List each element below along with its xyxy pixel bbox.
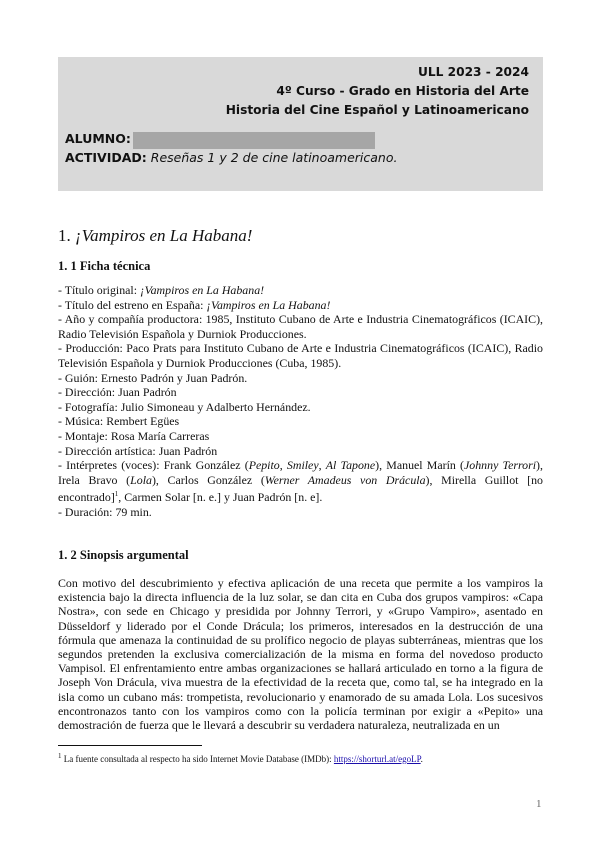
text: ), Manuel Marín ( <box>375 458 465 473</box>
ficha-titulo-espana <box>58 298 543 313</box>
ficha-value: ¡Vampiros en La Habana! <box>206 297 331 312</box>
footnote <box>58 752 423 764</box>
ficha-tecnica <box>58 283 543 519</box>
actividad-label: ACTIVIDAD: <box>65 150 147 165</box>
footnote-text: La fuente consultada al respecto ha sido Internet Movie Database (IMDb): <box>61 754 334 764</box>
footnote-end: . <box>420 754 423 764</box>
text: ), Irela Bravo ( <box>58 458 543 487</box>
sinopsis-paragraph: Con motivo del descubrimiento y efectiva aplicación de una receta que permite a los vampiros la existencia bajo la directa influencia de la luz solar, se dan cita en Cuba dos grupos vampiros: «Capa Nostra», con sede en Chicago y presidida por Johnny Terrori, y «Grupo Vampiro», asentado en Düsseldorf y liderado por el Conde Drácula; los primeros, interesados en la destrucción de una fórmula que amenaza la continuidad de su prolífico negocio de playas subterráneas, mientras que los segundos pretenden la exclusiva comercialización de la misma en forma del novedoso producto Vampisol. El enfrentamiento entre ambas organizaciones se hallará articulado en torno a la figura de Joseph Von Drácula, viva muestra de la efectividad de la receta que, como tal, se ha integrado en la isla como un cubano más: trompetista, revolucionario y enamorado de su amada Lola. Los sucesivos encontronazos tanto con los vampiros como con la policía terminan por exigir a «Pepito» una demostración de fuerza que le llevará a descubrir su verdadera naturaleza, neutralizada en un <box>58 576 543 733</box>
sinopsis-heading: 1. 2 Sinopsis argumental <box>58 548 189 562</box>
ficha-musica: - Música: Rembert Egües <box>58 414 180 429</box>
ficha-guion: - Guión: Ernesto Padrón y Juan Padrón. <box>58 370 248 385</box>
page-number: 1 <box>536 798 542 810</box>
ficha-titulo-original <box>58 283 543 298</box>
ficha-duracion: - Duración: 79 min. <box>58 504 152 519</box>
ficha-heading: 1. 1 Ficha técnica <box>58 259 151 273</box>
text: ), Mirella Guillot [no encontrado] <box>58 472 543 505</box>
ficha-produccion: - Producción: Paco Prats para Instituto Cubano de Arte e Industria Cinematográficos (ICAIC), Radio Televisión Española y Durniok Producciones (Cuba, 1985). <box>58 341 543 370</box>
ficha-value: ¡Vampiros en La Habana! <box>140 283 265 297</box>
character-name: Johnny Terrori <box>464 458 537 473</box>
header-box <box>58 57 543 191</box>
character-name: Pepito <box>248 458 280 473</box>
character-name: Al Tapone <box>325 458 376 473</box>
ficha-montaje: - Montaje: Rosa María Carreras <box>58 428 210 443</box>
ficha-label: - Título del estreno en España: <box>58 297 207 312</box>
character-name: Smiley <box>286 458 319 473</box>
alumno-label: ALUMNO: <box>65 131 131 146</box>
text: , Carmen Solar [n. e.] y Juan Padrón [n. e]. <box>118 490 323 505</box>
section-1-title <box>58 226 252 246</box>
section-1-film-title: ¡Vampiros en La Habana! <box>75 226 253 245</box>
footnote-number: 1 <box>58 752 62 760</box>
redacted-student-name <box>133 132 375 149</box>
header-degree: 4º Curso - Grado en Historia del Arte <box>276 84 529 98</box>
ficha-label: - Título original: <box>58 283 141 297</box>
footnote-link[interactable]: https://shorturl.at/egoLP <box>333 754 421 764</box>
ficha-interpretes <box>58 458 543 505</box>
actividad-value: Reseñas 1 y 2 de cine latinoamericano. <box>150 150 398 165</box>
text: ), Carlos González ( <box>151 472 265 487</box>
actividad-line <box>65 150 397 165</box>
header-course-info <box>226 63 529 120</box>
text: - Intérpretes (voces): Frank González ( <box>58 458 249 473</box>
ficha-direccion: - Dirección: Juan Padrón <box>58 385 177 400</box>
ficha-direccion-artistica: - Dirección artística: Juan Padrón <box>58 443 218 458</box>
text: , <box>318 458 326 473</box>
header-subject: Historia del Cine Español y Latinoamericano <box>225 103 529 117</box>
section-1-number: 1. <box>58 226 75 245</box>
ficha-ano: - Año y compañía productora: 1985, Instituto Cubano de Arte e Industria Cinematográficos (ICAIC), Radio Televisión Española y Durniok Producciones. <box>58 312 543 341</box>
header-year: ULL 2023 - 2024 <box>417 65 529 79</box>
text: , <box>279 458 287 473</box>
character-name: Lola <box>130 472 152 487</box>
ficha-fotografia: - Fotografía: Julio Simoneau y Adalberto Hernández. <box>58 399 311 414</box>
footnote-ref[interactable]: 1 <box>114 490 119 499</box>
footnote-divider <box>58 745 202 746</box>
character-name: Werner Amadeus von Drácula <box>264 472 426 487</box>
